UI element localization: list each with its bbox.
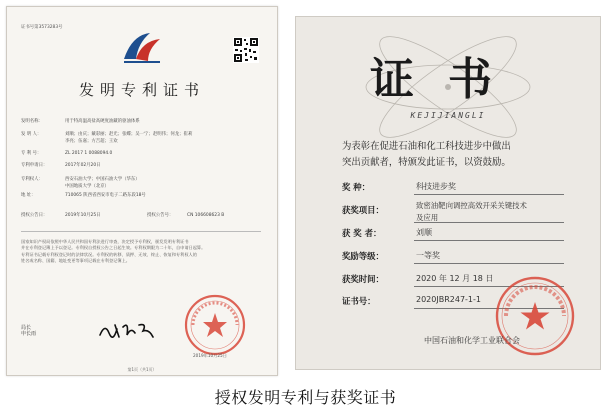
underline [414,240,564,241]
award-value-date: 2020 年 12 月 18 日 [416,274,494,283]
patent-body-line: 姓名或名称、国籍、地址变更等事项记载在专利登记簿上。 [21,258,130,264]
qr-code-icon [233,37,259,63]
award-certificate [295,16,601,370]
patent-value-grant-date: 2019年10月25日 [65,213,101,218]
award-organization: 中国石油和化学工业联合会 [424,336,520,345]
patent-value-grant-number: CN 106608623 B [187,213,225,218]
award-label-winner: 获 奖 者： [342,228,382,238]
patent-body-line: 专利证书记载专利权登记时的法律状况。专利权的转移、质押、无效、终止、恢复和专利权人的 [21,251,197,257]
patent-value-holder: 西安石油大学；中国石油大学（华东） [65,177,140,182]
patent-divider [21,231,261,232]
patent-label-address: 地 址： [21,193,36,198]
award-intro [342,139,586,171]
award-label-level: 奖励等级： [342,251,384,261]
award-value-winner: 刘顺 [416,228,432,237]
patent-certificate [6,6,278,376]
award-title: 证书 [370,54,526,105]
award-label-date: 获奖时间： [342,274,384,284]
patent-cert-number: 证书号第3573283号 [21,25,63,30]
patent-label-name: 发明名称： [21,119,43,124]
patent-issue-date: 2019年10月25日 [193,353,227,358]
award-intro-line: 为表彰在促进石油和化工科技进步中做出 [342,141,511,152]
patent-page-footer: 第1页（共1页） [127,367,157,372]
award-value-level: 一等奖 [416,251,440,260]
patent-value-inventor: 刘顺；由庆；戴彩丽；赵光；张蝶；吴一宁；赵明伟；何龙；崔莉 [65,132,193,137]
award-value-cert-no: 2020JBR247-1-1 [416,295,481,304]
award-value-type: 科技进步奖 [416,182,456,191]
patent-director-label: 局长 [21,325,32,331]
patent-body-line: 并在专利登记簿上予以登记。专利权自授权公告之日起生效。专利权期限为二十年，自申请日起算。 [21,245,206,251]
patent-label-filing-date: 专利申请日： [21,163,48,168]
patent-office-seal-icon [183,293,247,357]
award-label-type: 奖 种： [342,182,371,192]
patent-value-name: 用于特高温高盐高硬度油藏的驱油体系 [65,119,140,124]
director-signature-icon [97,319,157,341]
award-label-cert-no: 证书号： [342,296,376,306]
patent-value-inventor-cont: 李亮；伍嘉；方吉超；王欢 [65,139,118,144]
underline [414,222,564,223]
patent-body-line: 国家知识产权局依照中华人民共和国专利法进行审查，决定授予专利权，颁发发明专利证书 [21,239,189,244]
patent-label-number: 专 利 号： [21,151,42,156]
patent-title: 发明专利证书 [78,81,205,99]
figure-caption: 授权发明专利与获奖证书 [214,388,397,407]
patent-director-name: 申长雨 [21,331,37,337]
patent-label-inventor: 发 明 人： [21,132,42,137]
patent-director [21,325,36,337]
award-value-project-cont: 及应用 [416,213,439,222]
patent-label-holder: 专利权人： [21,177,43,182]
patent-value-holder-cont: 中国地质大学（北京） [65,184,109,189]
award-intro-line: 突出贡献者，特颁发此证书，以资鼓励。 [342,157,511,168]
underline [414,194,564,195]
patent-body-text [21,239,261,265]
patent-office-emblem-icon [120,29,164,67]
patent-value-address: 710065 陕西省西安市电子二路东段18号 [65,193,146,198]
patent-label-grant-number: 授权公告号： [147,213,174,218]
underline [414,263,564,264]
patent-value-filing-date: 2017年02月20日 [65,163,101,168]
patent-label-grant-date: 授权公告日： [21,213,48,218]
patent-value-number: ZL 2017 1 0088094.0 [65,151,113,156]
award-label-project: 获奖项目： [342,205,384,215]
award-value-project: 致密油靶向调控高效开采关键技术 [416,201,527,210]
award-subtitle: KEJIJIANGLI [410,111,486,120]
